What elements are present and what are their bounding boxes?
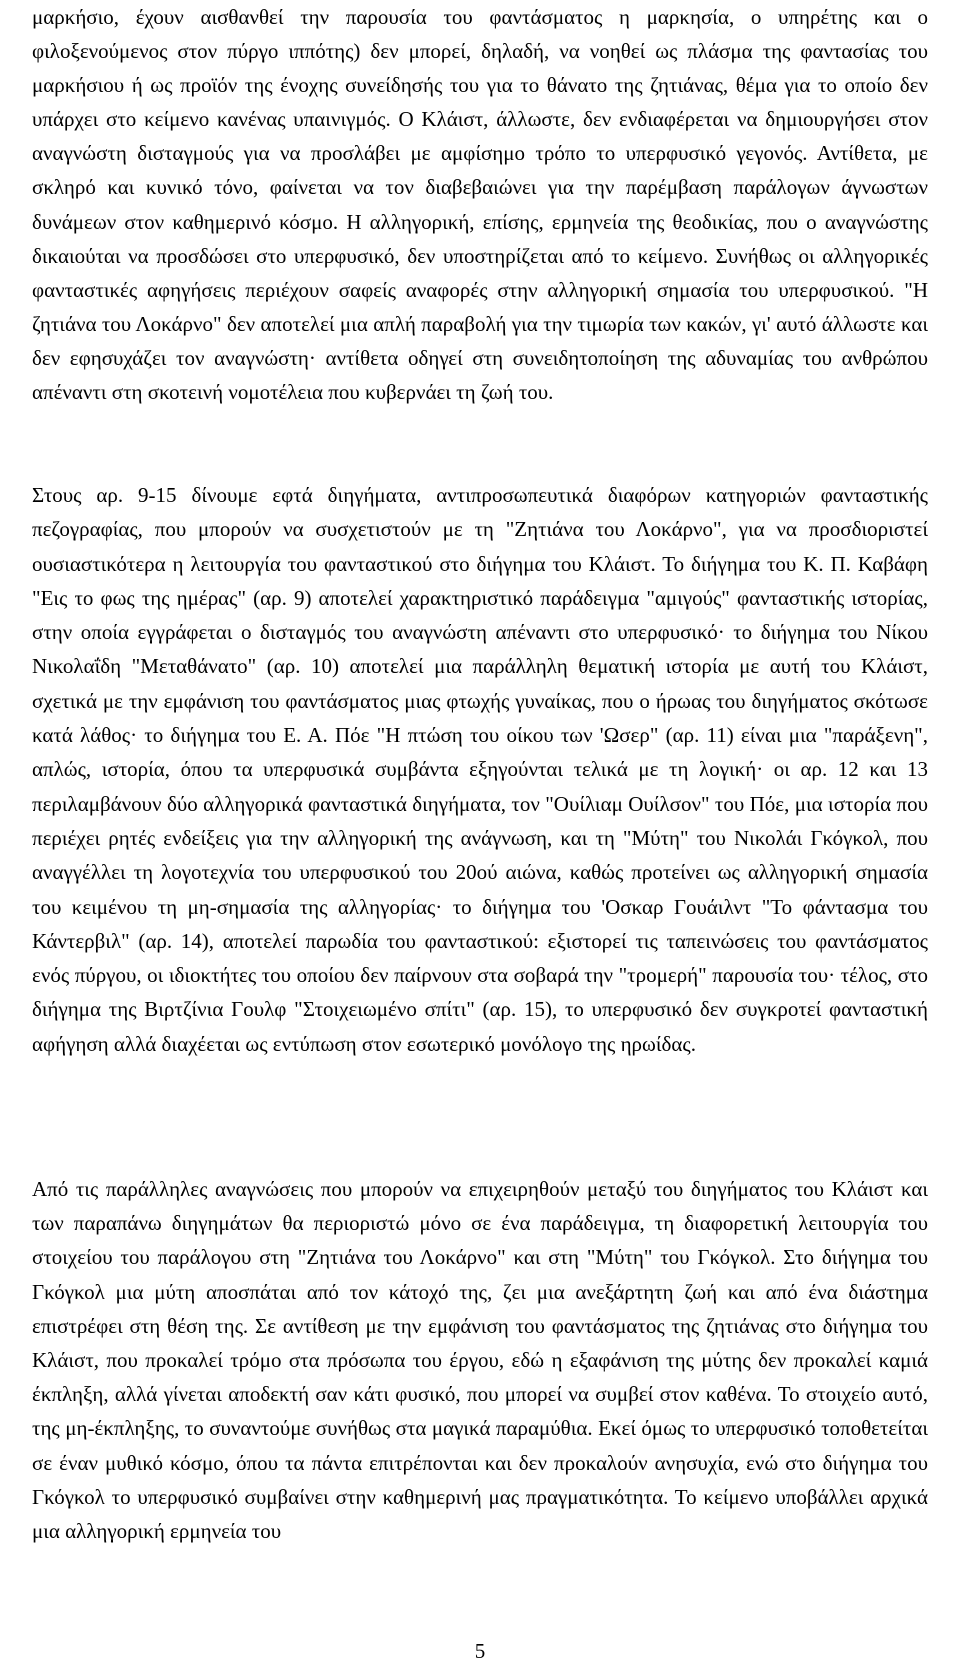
body-paragraph: μαρκήσιο, έχουν αισθανθεί την παρουσία του φαντάσματος η μαρκησία, ο υπηρέτης και ο φιλοξενούμενος στον πύργο ιππότης) δεν μπορεί, δηλαδή, να νοηθεί ως πλάσμα της φαντασίας του μαρκήσιου ή ως προϊόν της ένοχης συνείδησής του για το θάνατο της ζητιάνας, θέμα για το οποίο δεν υπάρχει στο κείμενο κανένας υπαινιγμός. Ο Κλάιστ, άλλωστε, δεν ενδιαφέρεται να δημιουργήσει στον αναγνώστη δισταγμούς για να προσλάβει με αμφίσημο τρόπο το υπερφυσικό γεγονός. Αντίθετα, με σκληρό και κυνικό τόνο, φαίνεται να τον διαβεβαιώνει για την παρέμβαση παράλογων άγνωστων δυνάμεων στον καθημερινό κόσμο. Η αλληγορική, επίσης, ερμηνεία της θεοδικίας, που ο αναγνώστης δικαιούται να προσδώσει στο υπερφυσικό, δεν υποστηρίζεται από το κείμενο. Συνήθως οι αλληγορικές φανταστικές αφηγήσεις περιέχουν σαφείς αναφορές στην αλληγορική σημασία του υπερφυσικού. "Η ζητιάνα του Λοκάρνο" δεν αποτελεί μια απλή παραβολή για την τιμωρία των κακών, γι' αυτό άλλωστε και δεν εφησυχάζει τον αναγνώστη· αντίθετα οδηγεί στη συνειδητοποίηση της αδυναμίας του ανθρώπου απέναντι στη σκοτεινή νομοτέλεια που κυβερνάει τη ζωή του. — [32, 5, 928, 405]
page-number: 5 — [474, 1639, 486, 1663]
body-paragraph: Στους αρ. 9-15 δίνουμε εφτά διηγήματα, αντιπροσωπευτικά διαφόρων κατηγοριών φανταστικής πεζογραφίας, που μπορούν να συσχετιστούν με τη "Ζητιάνα του Λοκάρνο", για να προσδιοριστεί ουσιαστικότερα η λειτουργία του φανταστικού στο διήγημα του Κλάιστ. Το διήγημα του Κ. Π. Καβάφη "Εις το φως της ημέρας" (αρ. 9) αποτελεί χαρακτηριστικό παράδειγμα "αμιγούς" φανταστικής ιστορίας, στην οποία εγγράφεται ο δισταγμός του αναγνώστη απέναντι στο υπερφυσικό· το διήγημα του Νίκου Νικολαΐδη "Μεταθάνατο" (αρ. 10) αποτελεί μια παράλληλη θεματική ιστορία με αυτή του Κλάιστ, σχετικά με την εμφάνιση του φαντάσματος μιας φτωχής γυναίκας, που ο ήρωας του διηγήματος σκότωσε κατά λάθος· το διήγημα του Ε. Α. Πόε "Η πτώση του οίκου των 'Ωσερ" (αρ. 11) είναι μια "παράξενη", απλώς, ιστορία, όπου τα υπερφυσικά συμβάντα εξηγούνται τελικά με τη λογική· οι αρ. 12 και 13 περιλαμβάνουν δύο αλληγορικά φανταστικά διηγήματα, τον "Ουίλιαμ Ουίλσον" του Πόε, μια ιστορία που περιέχει ρητές ενδείξεις για την αλληγορική της ανάγνωση, και τη "Μύτη" του Νικολάι Γκόγκολ, που αναγγέλλει τη λογοτεχνία του υπερφυσικού του 20ού αιώνα, καθώς προτείνει ως αλληγορική σημασία του κειμένου τη μη-σημασία της αλληγορίας· το διήγημα του 'Οσκαρ Γουάιλντ "Το φάντασμα του Κάντερβιλ" (αρ. 14), αποτελεί παρωδία του φανταστικού: εξιστορεί τις ταπεινώσεις του φαντάσματος ενός πύργου, οι ιδιοκτήτες του οποίου δεν παίρνουν στα σοβαρά την "τρομερή" παρουσία του· τέλος, στο διήγημα της Βιρτζίνια Γουλφ "Στοιχειωμένο σπίτι" (αρ. 15), το υπερφυσικό δεν συγκροτεί φανταστική αφήγηση αλλά διαχέεται ως εντύπωση στον εσωτερικό μονόλογο της ηρωίδας. — [32, 483, 928, 1056]
body-paragraph: Από τις παράλληλες αναγνώσεις που μπορούν να επιχειρηθούν μεταξύ του διηγήματος του Κλάιστ και των παραπάνω διηγημάτων θα περιοριστώ μόνο σε ένα παράδειγμα, τη διαφορετική λειτουργία του στοιχείου του παράλογου στη "Ζητιάνα του Λοκάρνο" και στη "Μύτη" του Γκόγκολ. Στο διήγημα του Γκόγκολ μια μύτη αποσπάται από τον κάτοχό της, ζει μια ανεξάρτητη ζωή και από ένα διάστημα επιστρέφει στη θέση της. Σε αντίθεση με την εμφάνιση του φαντάσματος της ζητιάνας στο διήγημα του Κλάιστ, που προκαλεί τρόμο στα πρόσωπα του έργου, εδώ η εξαφάνιση της μύτης δεν προκαλεί καμιά έκπληξη, αλλά γίνεται αποδεκτή σαν κάτι φυσικό, που μπορεί να συμβεί στον καθένα. Το στοιχείο αυτό, της μη-έκπληξης, το συναντούμε συνήθως στα μαγικά παραμύθια. Εκεί όμως το υπερφυσικό τοποθετείται σε έναν μυθικό κόσμο, όπου τα πάντα επιτρέπονται και δεν προκαλούν ανησυχία, ενώ στο διήγημα του Γκόγκολ το υπερφυσικό συμβαίνει στην καθημερινή μας πραγματικότητα. Το κείμενο υποβάλλει αρχικά μια αλληγορική ερμηνεία του — [32, 1177, 928, 1544]
